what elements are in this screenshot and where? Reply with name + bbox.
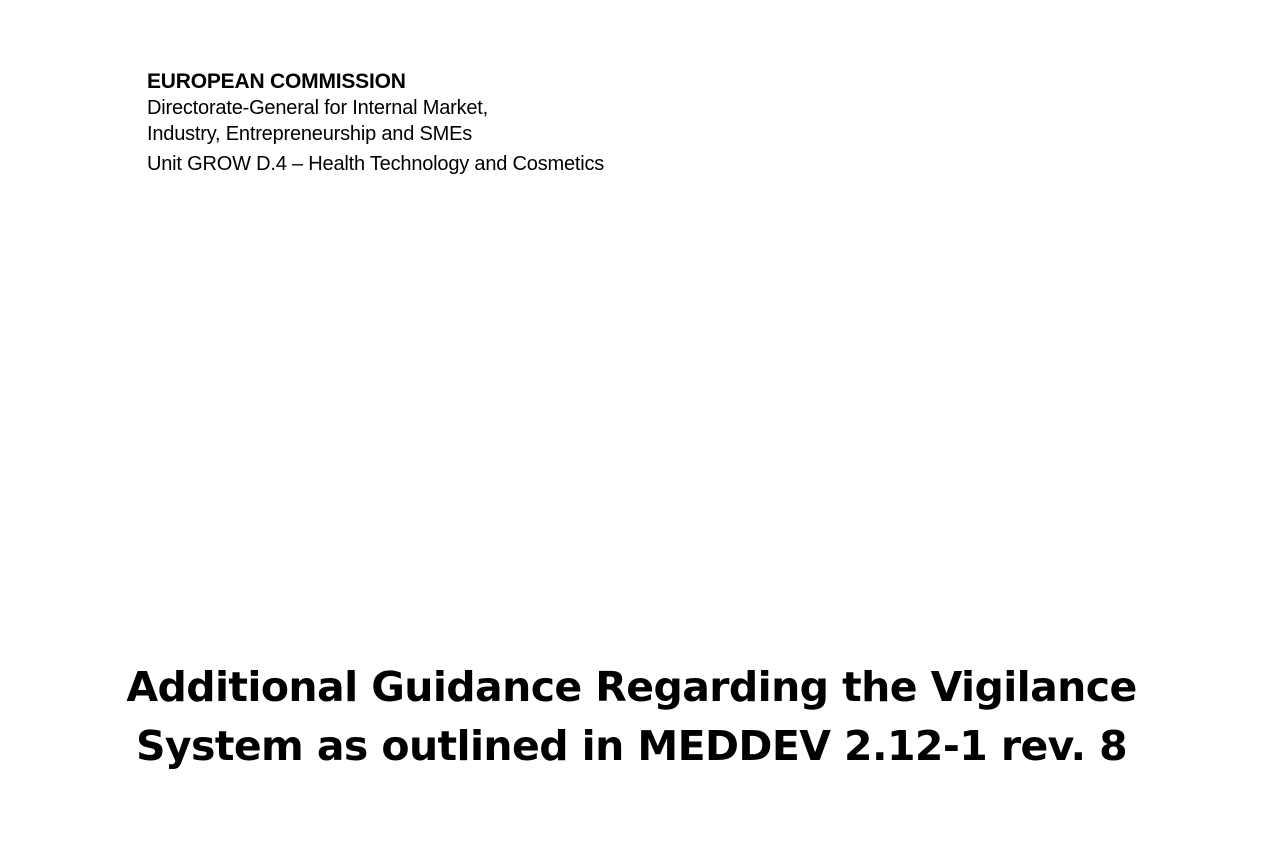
title-line-1: Additional Guidance Regarding the Vigilance xyxy=(126,663,1137,711)
title-line-2: System as outlined in MEDDEV 2.12-1 rev. 8 xyxy=(135,722,1128,770)
unit-name: Unit GROW D.4 – Health Technology and Cosmetics xyxy=(147,153,605,175)
directorate-line-2: Industry, Entrepreneurship and SMEs xyxy=(147,123,473,145)
document-title xyxy=(0,658,1263,776)
document-header xyxy=(147,68,604,177)
organization-name: EUROPEAN COMMISSION xyxy=(147,70,406,93)
directorate-line-1: Directorate-General for Internal Market, xyxy=(147,97,489,119)
